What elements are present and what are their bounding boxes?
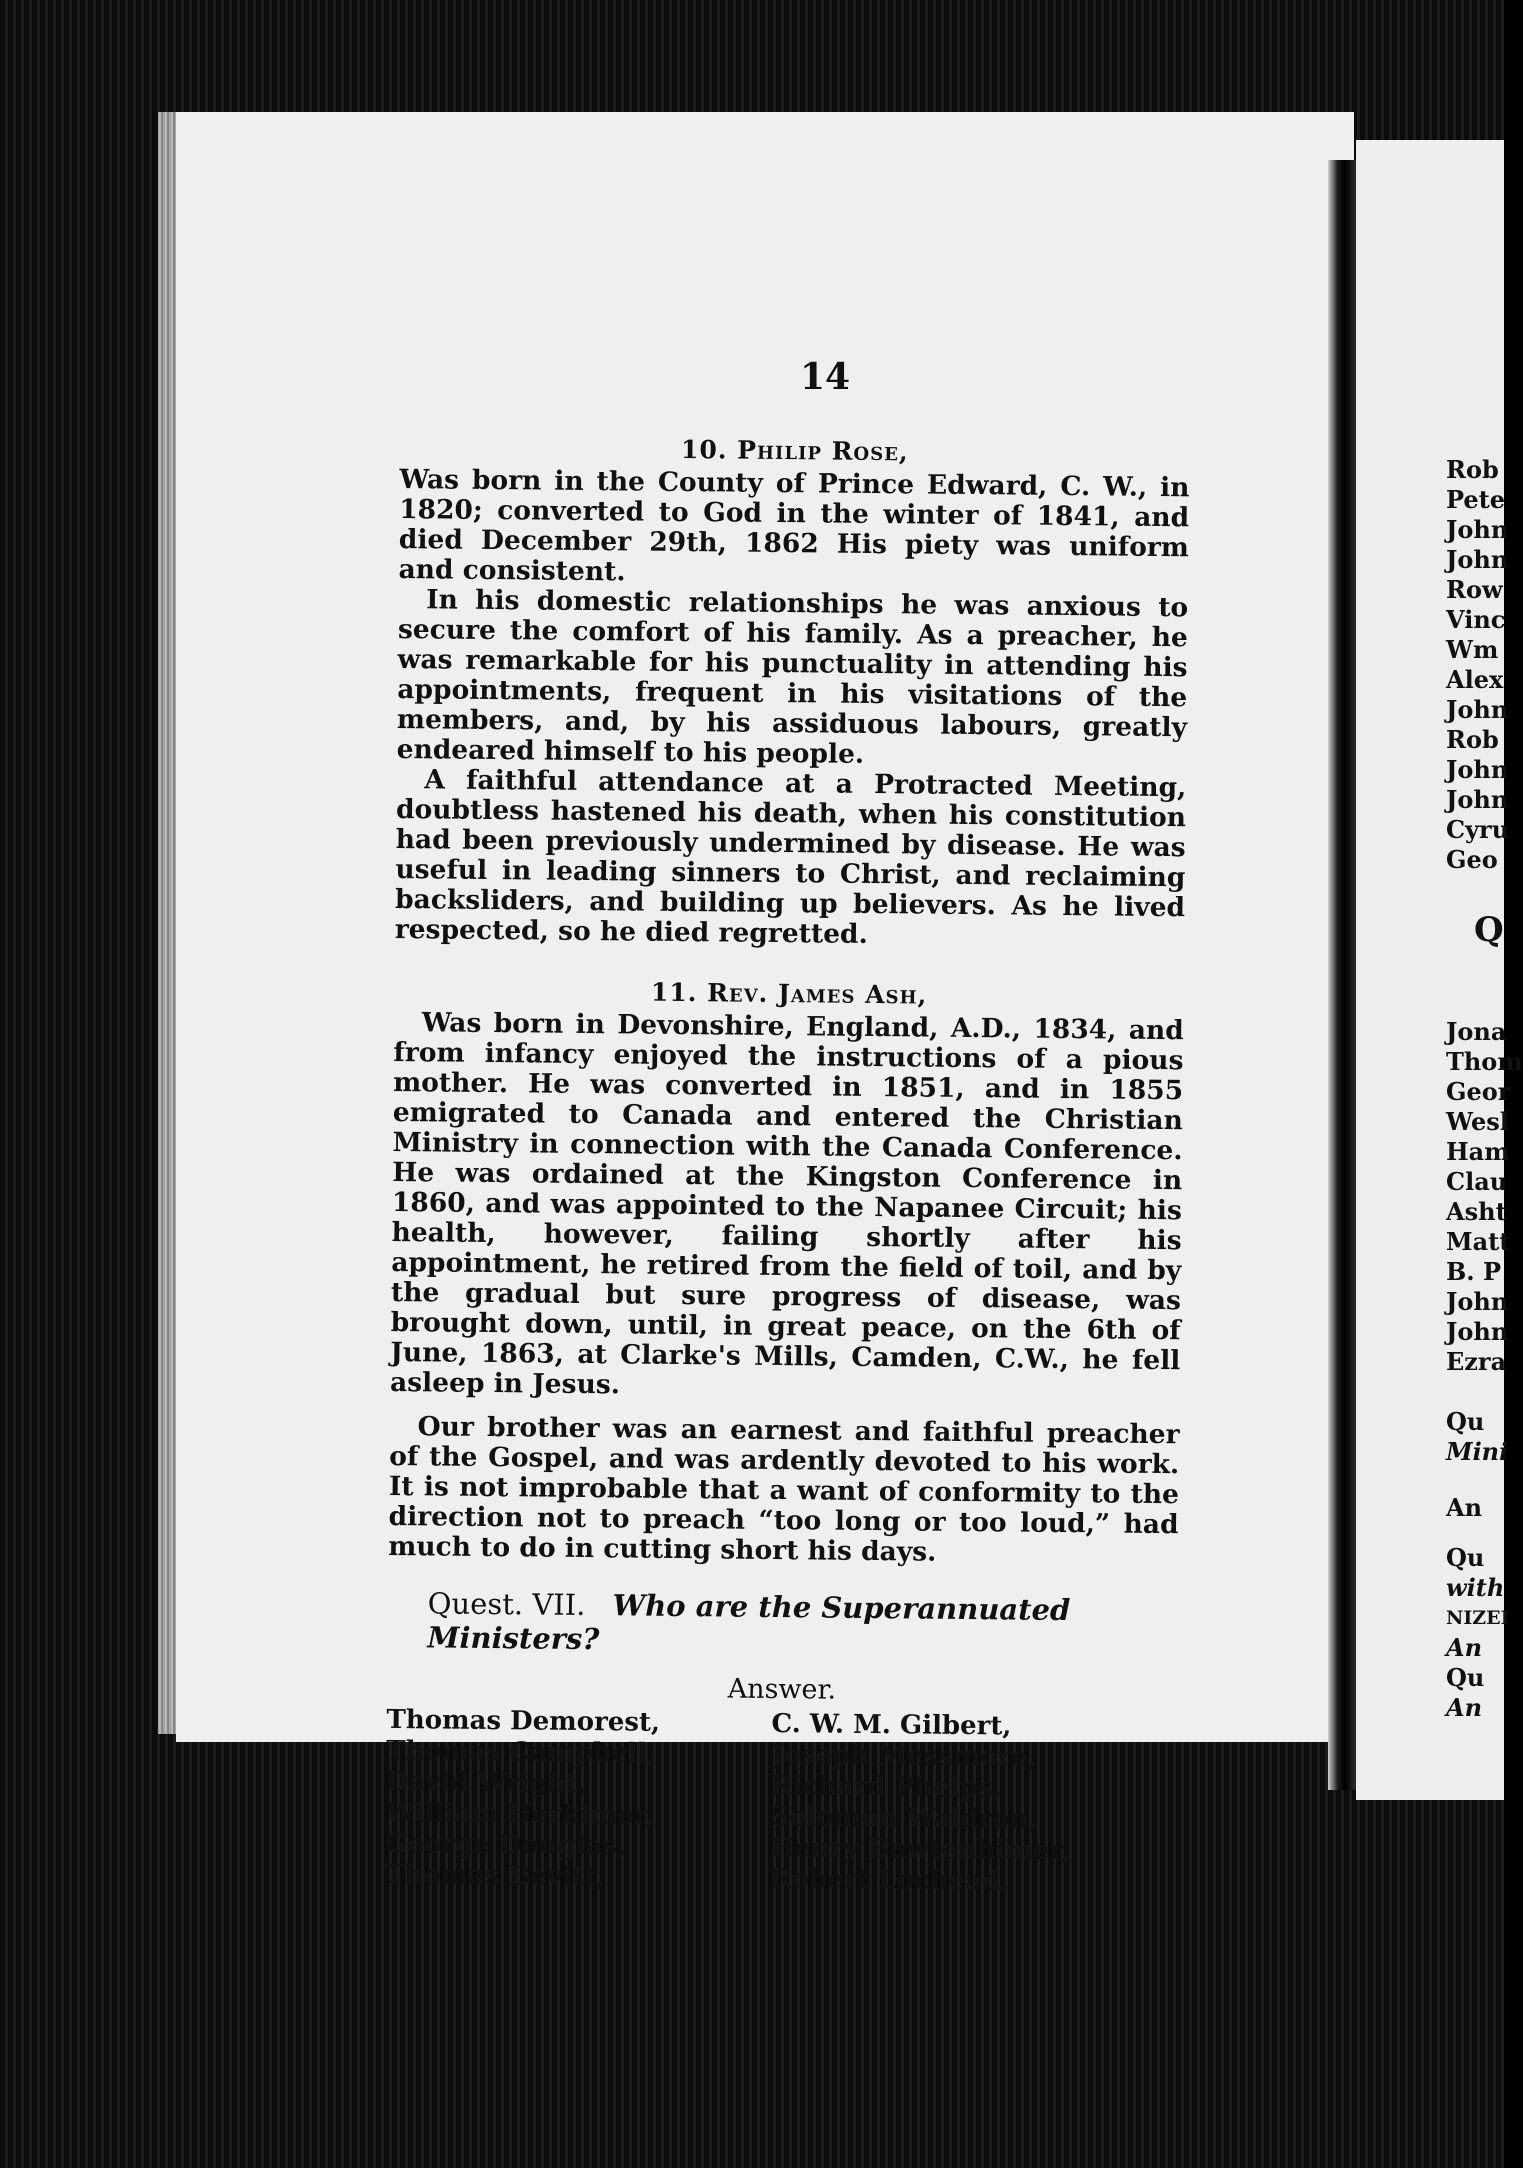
fragment: Jona (1446, 1017, 1507, 1046)
fragment: Wesl (1446, 1107, 1509, 1136)
fragment: Alex (1446, 665, 1504, 694)
fragment: Rob (1446, 725, 1499, 754)
paragraph: Was born in Devonshire, England, A.D., 1834, and from infancy enjoyed the instructions of a pious mother. He was converted in 1851, and in 1855 emigrated to Canada and entered the Christian Ministry in connection with the Canada Conference. He was ordained at the Kingston Conference in 1860, and was appointed to the Napanee Circuit; his health, however, failing shortly after his appointment, he retired from the field of toil, and by the gradual but sure progress of disease, was brought down, until, in great peace, on the 6th of June, 1863, at Clarke's Mills, Camden, C.W., he fell asleep in Jesus. (389, 1007, 1184, 1401)
answer-label: Answer. (727, 1673, 837, 1706)
fragment: Pete (1446, 485, 1506, 514)
fragment: Ezra (1446, 1347, 1507, 1376)
minister-name: George Douglas, (385, 1828, 627, 1862)
fragment: Asht (1446, 1197, 1507, 1226)
fragment: Wm (1446, 635, 1499, 664)
fragment: Ham (1446, 1137, 1510, 1166)
fragment: with (1446, 1573, 1505, 1602)
minister-name: Solomon Waldron, (770, 1801, 1038, 1835)
fragment: Vinc (1446, 605, 1506, 634)
quest-vii (427, 1586, 1178, 1662)
fragment: Q (1474, 910, 1504, 950)
right-page-fragments (1446, 455, 1523, 1723)
paragraph: Our brother was an earnest and faithful preacher of the Gospel, and was ardently devoted to his work. It is not improbable that a want of conformity to the direction not to preach “too long or too loud,” had much to do in cutting short his days. (388, 1411, 1180, 1568)
paragraph: In his domestic relationships he was anxious to secure the comfort of his family. As a preacher, he was remarkable for his punctuality in attending his appointments, frequent in his visitations of the members, and, by his assiduous labours, greatly endeared himself to his people. (396, 584, 1189, 770)
section-heading: 11. Rev. James Ash, (650, 977, 928, 1010)
paragraph: A faithful attendance at a Protracted Meeting, doubtless hastened his death, when his constitution had been previously undermined by disease. He was useful in leading sinners to Christ, and reclaiming backsliders, and building up believers. As he lived respected, so he died regretted. (394, 764, 1187, 950)
minister-name: David Wright, (385, 1766, 588, 1800)
ministers-right-column (770, 1709, 1172, 1899)
minister-name: Thomas Demorest, (386, 1704, 661, 1738)
minister-name: Thomas Bevitt, (384, 1859, 606, 1893)
fragment: Clau (1446, 1167, 1508, 1196)
page-number: 14 (800, 356, 851, 398)
fragment: Qu (1446, 1407, 1485, 1436)
minister-name: Joseph Messmore, (771, 1739, 1038, 1773)
fragment: John (1446, 785, 1509, 814)
page-text-block (385, 432, 1190, 1899)
fragment: Thom (1446, 1047, 1523, 1076)
paragraph: Was born in the County of Prince Edward, C. W., in 1820; converted to God in the winter of 1841, and died December 29th, 1862 His piety was uniform and consistent. (398, 463, 1190, 588)
fragment: Rob (1446, 455, 1499, 484)
obituary-philip-rose (395, 432, 1190, 953)
minister-name: C. W. M. Gilbert, (771, 1708, 1012, 1742)
quest-label: Quest. VII. (427, 1586, 586, 1623)
minister-name: Henry Bawtenhimer, (770, 1832, 1071, 1867)
fragment: John (1446, 545, 1509, 574)
quest-question: Who are the Superannuated Ministers? (427, 1588, 1071, 1657)
minister-name: Robert Lochead, (769, 1863, 1010, 1897)
ministers-left-column (385, 1705, 772, 1895)
fragment: Qu (1446, 1543, 1485, 1572)
book-gutter (1328, 160, 1356, 1790)
fragment: An (1446, 1693, 1483, 1722)
fragment: Geo (1446, 845, 1498, 874)
section-heading: 10. Philip Rose, (680, 434, 909, 467)
minister-name: William Herkimer, (385, 1797, 655, 1831)
fragment: Mini (1446, 1437, 1509, 1466)
fragment: John (1446, 695, 1509, 724)
minister-name: Richard Phelps, (770, 1770, 1002, 1804)
fragment: An (1446, 1633, 1483, 1662)
fragment: Cyru (1446, 815, 1510, 844)
fragment: Geor (1446, 1077, 1511, 1106)
fragment: Matt (1446, 1227, 1511, 1256)
minister-name: Thomas Campbell, (386, 1735, 657, 1769)
fragment: An (1446, 1493, 1483, 1522)
fragment: John (1446, 755, 1509, 784)
fragment: B. P (1446, 1257, 1502, 1286)
fragment: John (1446, 1287, 1509, 1316)
fragment: Qu (1446, 1663, 1485, 1692)
obituary-james-ash (388, 975, 1184, 1570)
fragment: Row (1446, 575, 1503, 604)
superannuated-ministers-list (385, 1705, 1177, 1899)
fragment: John (1446, 1317, 1509, 1346)
fragment: John (1446, 515, 1509, 544)
fragment: NIZEI (1446, 1607, 1510, 1629)
